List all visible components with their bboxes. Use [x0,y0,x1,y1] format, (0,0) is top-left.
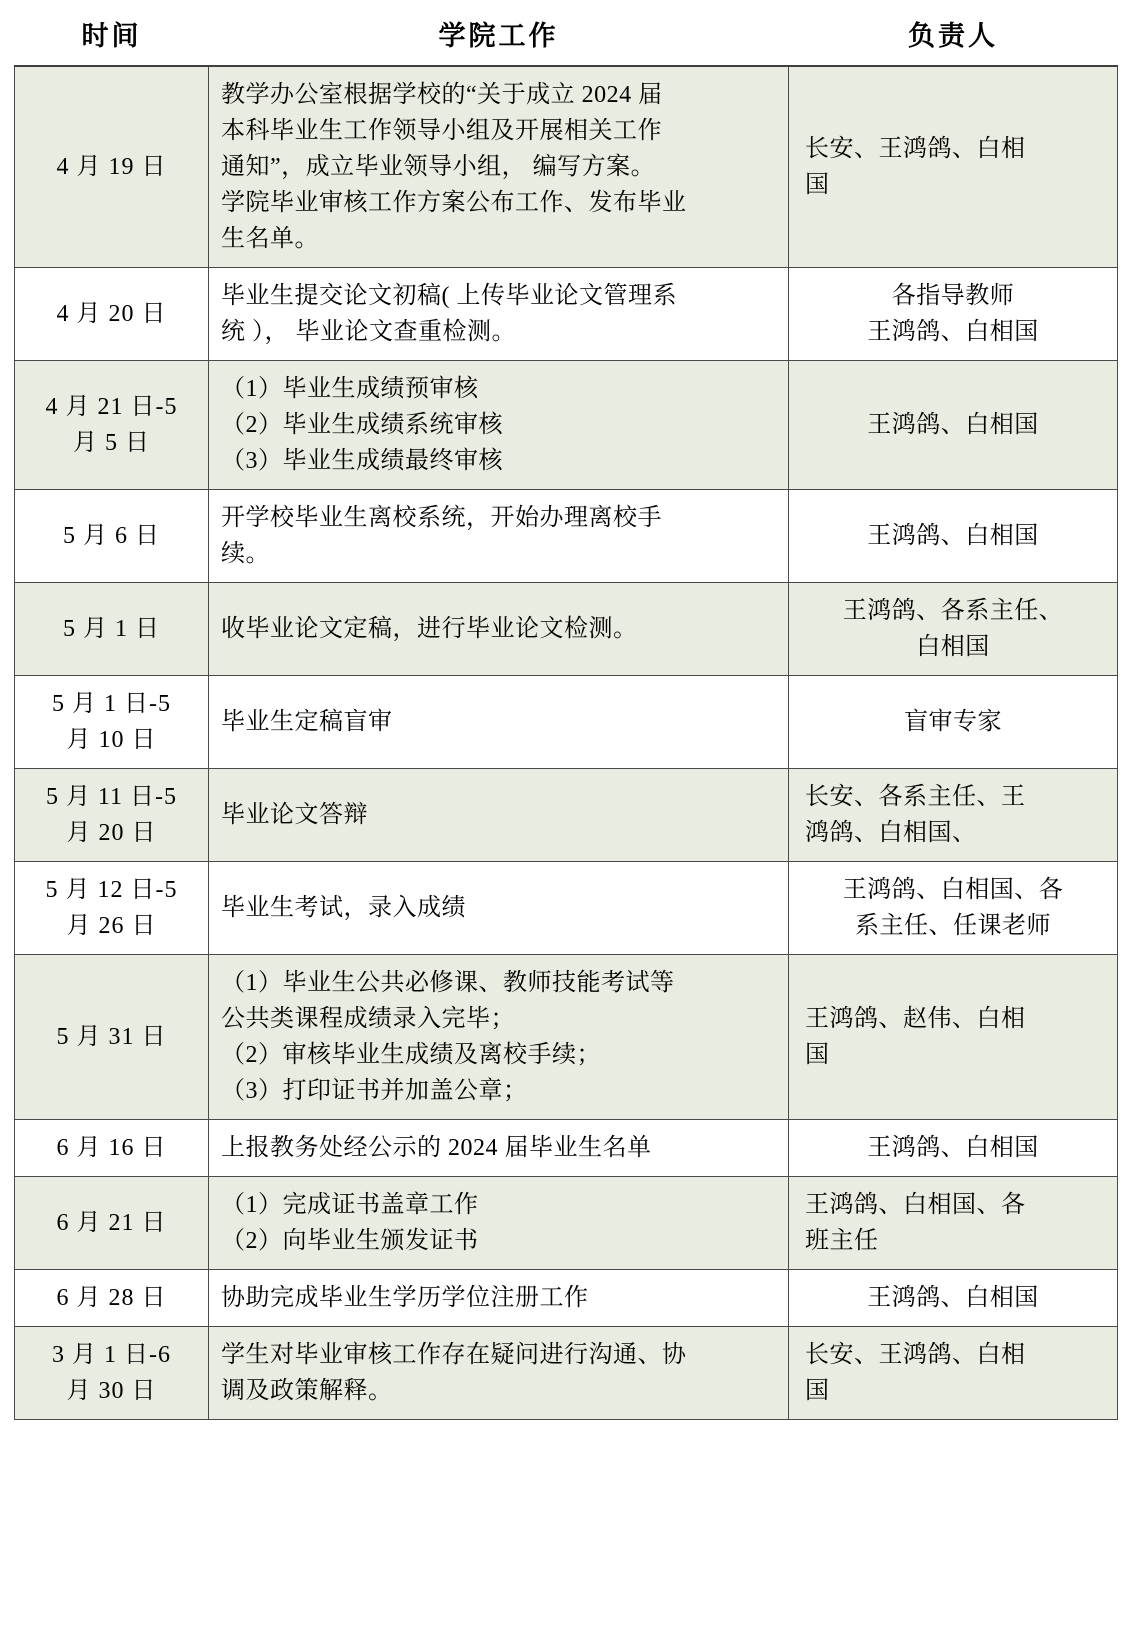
table-row [15,1270,1118,1327]
cell-time [15,361,209,490]
owner-line: 王鸿鸽、赵伟、白相 [805,1006,1026,1032]
work-line: （3）毕业生成绩最终审核 [221,448,503,474]
table-row [15,676,1118,769]
time-line: 5 月 1 日 [63,616,160,642]
work-line: 毕业生提交论文初稿( 上传毕业论文管理系 [221,283,677,309]
cell-work [209,769,789,862]
work-line: 学院毕业审核工作方案公布工作、发布毕业 [221,190,687,216]
cell-work [209,1327,789,1420]
cell-time [15,490,209,583]
owner-line: 鸿鸽、白相国、 [805,820,977,846]
work-line: （2）审核毕业生成绩及离校手续； [221,1042,601,1068]
owner-line: 王鸿鸽、白相国 [867,319,1039,345]
time-line: 5 月 6 日 [63,523,160,549]
table-row [15,955,1118,1120]
cell-owner [789,66,1118,268]
cell-owner [789,268,1118,361]
table-header-row [15,6,1118,66]
work-line: 毕业生考试，录入成绩 [221,895,466,921]
time-line: 5 月 12 日-5 [45,877,178,903]
cell-work [209,955,789,1120]
owner-line: 王鸿鸽、白相国 [867,1135,1039,1161]
cell-work [209,583,789,676]
table-row [15,862,1118,955]
work-line: 生名单。 [221,226,319,252]
cell-work [209,490,789,583]
time-line: 月 30 日 [66,1378,157,1404]
time-line: 月 26 日 [66,913,157,939]
cell-owner [789,583,1118,676]
cell-time [15,583,209,676]
work-line: 毕业生定稿盲审 [221,709,393,735]
table-row [15,66,1118,268]
work-line: 收毕业论文定稿，进行毕业论文检测。 [221,616,638,642]
time-line: 月 10 日 [66,727,157,753]
cell-time [15,769,209,862]
table-row [15,1120,1118,1177]
column-header-work: 学院工作 [209,6,789,66]
owner-line: 王鸿鸽、白相国 [867,523,1039,549]
work-line: 调及政策解释。 [221,1378,393,1404]
work-line: （2）毕业生成绩系统审核 [221,412,503,438]
work-line: 开学校毕业生离校系统，开始办理离校手 [221,505,662,531]
work-line: 教学办公室根据学校的“关于成立 2024 届 [221,82,663,108]
owner-line: 国 [805,1042,830,1068]
work-line: （1）毕业生成绩预审核 [221,376,479,402]
cell-owner [789,676,1118,769]
owner-line: 王鸿鸽、白相国 [867,412,1039,438]
cell-time [15,66,209,268]
table-row [15,1327,1118,1420]
owner-line: 王鸿鸽、白相国 [867,1285,1039,1311]
cell-work [209,361,789,490]
cell-time [15,955,209,1120]
time-line: 月 5 日 [73,430,150,456]
cell-time [15,1270,209,1327]
work-line: 协助完成毕业生学历学位注册工作 [221,1285,589,1311]
owner-line: 系主任、任课老师 [855,913,1051,939]
work-line: 上报教务处经公示的 2024 届毕业生名单 [221,1135,652,1161]
cell-owner [789,862,1118,955]
owner-line: 长安、各系主任、王 [805,784,1026,810]
cell-time [15,862,209,955]
table-row [15,1177,1118,1270]
cell-work [209,1177,789,1270]
work-line: 通知”，成立毕业领导小组， 编写方案。 [221,154,656,180]
time-line: 5 月 11 日-5 [45,784,178,810]
time-line: 4 月 21 日-5 [45,394,178,420]
cell-time [15,1327,209,1420]
work-line: 学生对毕业审核工作存在疑问进行沟通、协 [221,1342,687,1368]
cell-owner [789,955,1118,1120]
owner-line: 班主任 [805,1228,879,1254]
cell-owner [789,1177,1118,1270]
owner-line: 王鸿鸽、各系主任、 [842,598,1064,624]
cell-work [209,268,789,361]
work-line: （2）向毕业生颁发证书 [221,1228,479,1254]
owner-line: 白相国 [916,634,990,660]
cell-owner [789,490,1118,583]
work-line: 本科毕业生工作领导小组及开展相关工作 [221,118,662,144]
cell-work [209,1120,789,1177]
cell-work [209,862,789,955]
time-line: 6 月 28 日 [56,1285,167,1311]
column-header-time: 时间 [15,6,209,66]
table-row [15,490,1118,583]
cell-time [15,1120,209,1177]
cell-time [15,1177,209,1270]
table-body [15,66,1118,1420]
work-line: 毕业论文答辩 [221,802,368,828]
table-row [15,361,1118,490]
work-line: （3）打印证书并加盖公章； [221,1078,528,1104]
table-header [15,6,1118,66]
work-line: （1）完成证书盖章工作 [221,1192,479,1218]
cell-owner [789,1327,1118,1420]
time-line: 4 月 19 日 [56,154,167,180]
time-line: 5 月 1 日-5 [52,691,171,717]
graduation-schedule-table [14,6,1118,1420]
owner-line: 王鸿鸽、白相国、各 [805,1192,1026,1218]
owner-line: 盲审专家 [904,709,1002,735]
cell-work [209,1270,789,1327]
time-line: 6 月 21 日 [56,1210,167,1236]
time-line: 月 20 日 [66,820,157,846]
owner-line: 长安、王鸿鸽、白相 [805,136,1026,162]
cell-owner [789,1270,1118,1327]
owner-line: 王鸿鸽、白相国、各 [842,877,1064,903]
time-line: 6 月 16 日 [56,1135,167,1161]
owner-line: 国 [805,172,830,198]
owner-line: 国 [805,1378,830,1404]
cell-work [209,66,789,268]
table-row [15,583,1118,676]
owner-line: 各指导教师 [891,283,1015,309]
cell-work [209,676,789,769]
work-line: （1）毕业生公共必修课、教师技能考试等 [221,970,675,996]
cell-owner [789,1120,1118,1177]
table-row [15,268,1118,361]
time-line: 4 月 20 日 [56,301,167,327]
work-line: 统 ）， 毕业论文查重检测。 [221,319,516,345]
time-line: 3 月 1 日-6 [52,1342,171,1368]
owner-line: 长安、王鸿鸽、白相 [805,1342,1026,1368]
work-line: 续。 [221,541,270,567]
table-row [15,769,1118,862]
time-line: 5 月 31 日 [56,1024,167,1050]
cell-time [15,676,209,769]
cell-time [15,268,209,361]
work-line: 公共类课程成绩录入完毕； [221,1006,515,1032]
cell-owner [789,769,1118,862]
column-header-owner: 负责人 [789,6,1118,66]
cell-owner [789,361,1118,490]
